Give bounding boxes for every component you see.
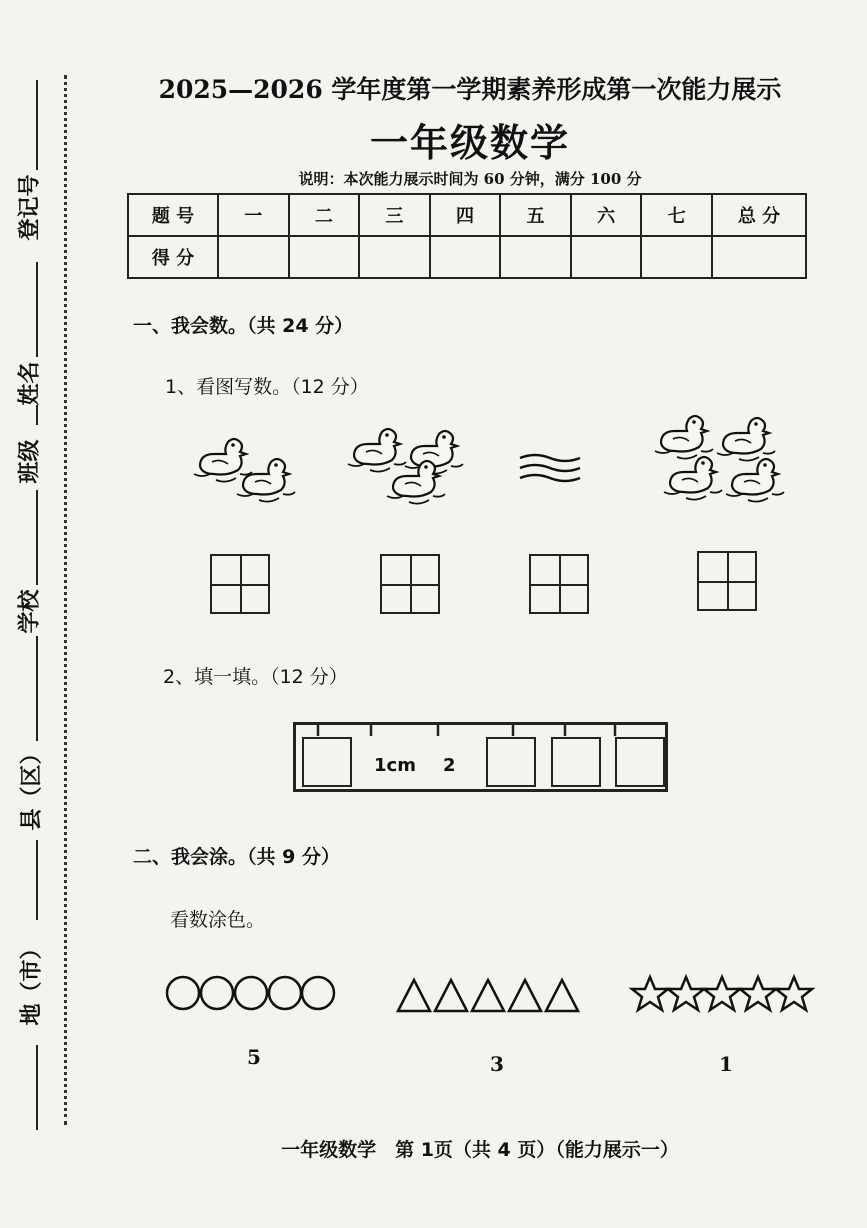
- score-row-label: 得 分: [128, 236, 218, 278]
- score-header-cell: 六: [571, 194, 642, 236]
- circle-shape[interactable]: [269, 977, 301, 1009]
- score-header-cell: 一: [218, 194, 289, 236]
- triangle-shape[interactable]: [509, 980, 541, 1011]
- score-header-cell: 二: [289, 194, 360, 236]
- section2-title: 二、我会涂。（共 9 分）: [133, 846, 340, 868]
- name-label: 姓名: [17, 361, 43, 406]
- exam-title: 2025—2026 学年度第一学期素养形成第一次能力展示: [158, 75, 782, 104]
- score-header-cell: 三: [359, 194, 430, 236]
- ruler-label-1cm: 1cm: [374, 755, 416, 776]
- score-header-cell: 总 分: [712, 194, 806, 236]
- circle-shape[interactable]: [167, 977, 199, 1009]
- city-label: 地（市）: [19, 937, 45, 1026]
- star-shape[interactable]: [668, 977, 704, 1010]
- circle-count-number: 5: [247, 1045, 261, 1069]
- school-label: 学校: [17, 589, 43, 634]
- score-header-cell: 四: [430, 194, 501, 236]
- ruler-label-2: 2: [443, 755, 456, 776]
- question1-title: 1、看图写数。（12 分）: [165, 376, 369, 398]
- star-count-number: 1: [719, 1052, 733, 1076]
- triangle-shape[interactable]: [398, 980, 430, 1011]
- class-label: 班级: [17, 439, 43, 484]
- score-header-cell: 题 号: [128, 194, 218, 236]
- star-shape[interactable]: [632, 977, 668, 1010]
- star-shape[interactable]: [776, 977, 812, 1010]
- question2-title: 2、填一填。（12 分）: [163, 666, 348, 688]
- page-footer: 一年级数学 第 1页（共 4 页）（能力展示一）: [281, 1139, 679, 1161]
- score-header-cell: 七: [641, 194, 712, 236]
- star-shape[interactable]: [740, 977, 776, 1010]
- triangle-shape[interactable]: [546, 980, 578, 1011]
- circle-shape[interactable]: [302, 977, 334, 1009]
- section1-title: 一、我会数。（共 24 分）: [133, 315, 354, 337]
- circle-shape[interactable]: [235, 977, 267, 1009]
- subject-title: 一年级数学: [369, 121, 570, 165]
- exam-note: 说明：本次能力展示时间为 60 分钟，满分 100 分: [298, 170, 642, 188]
- color-instruction: 看数涂色。: [170, 909, 266, 931]
- score-header-cell: 五: [500, 194, 571, 236]
- triangle-shape[interactable]: [472, 980, 504, 1011]
- registration-label: 登记号: [17, 174, 43, 241]
- triangle-shape[interactable]: [435, 980, 467, 1011]
- circle-shape[interactable]: [201, 977, 233, 1009]
- triangle-count-number: 3: [490, 1052, 504, 1076]
- star-shape[interactable]: [704, 977, 740, 1010]
- county-label: 县（区）: [19, 742, 45, 831]
